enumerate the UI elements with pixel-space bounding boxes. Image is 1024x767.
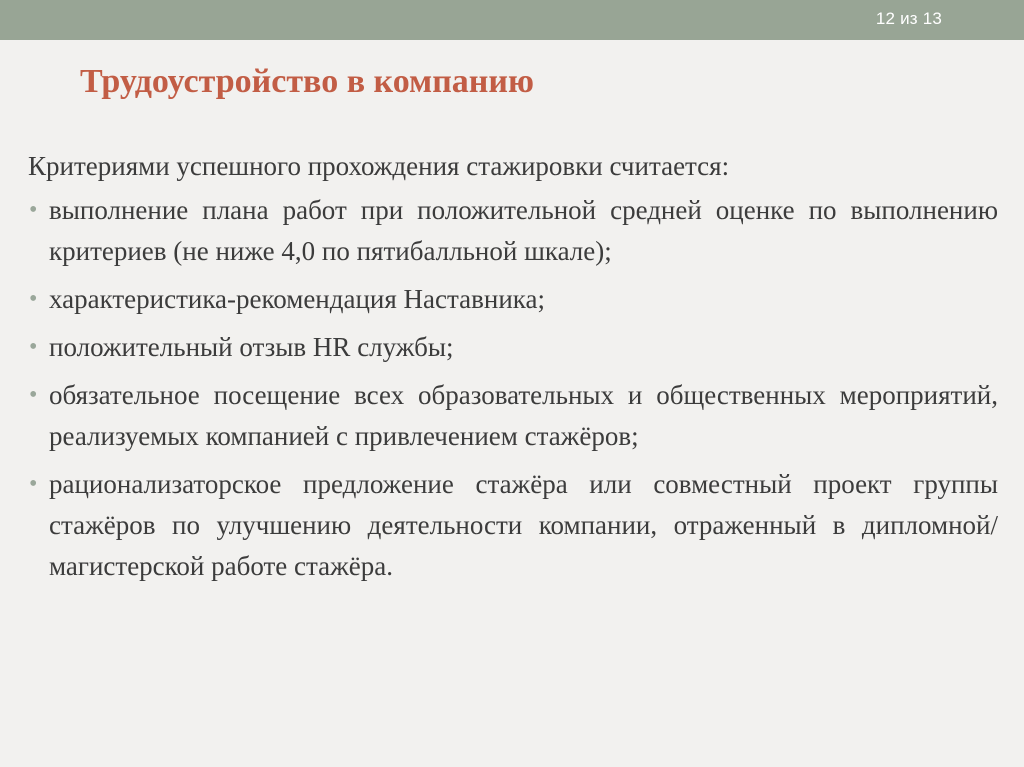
- list-item-text: рационализаторское предложение стажёра или совместный проект группы стажёров по улучшению деятельности компании, отраженный в дипломной/магистерской работе стажёра.: [49, 469, 998, 581]
- list-item: [28, 464, 998, 587]
- list-item: [28, 190, 998, 272]
- criteria-list: [28, 190, 998, 587]
- bullet-icon: •: [29, 334, 38, 360]
- list-item: [28, 279, 998, 320]
- slide-content: [28, 146, 998, 594]
- page-counter: 12 из 13: [875, 9, 942, 28]
- slide-title: Трудоустройство в компанию: [80, 63, 534, 100]
- top-bar: [0, 0, 1024, 40]
- list-item-text: обязательное посещение всех образовательных и общественных мероприятий, реализуемых компанией с привлечением стажёров;: [49, 380, 998, 451]
- intro-text: Критериями успешного прохождения стажировки считается:: [28, 151, 730, 181]
- list-item: [28, 327, 998, 368]
- list-item-text: характеристика-рекомендация Наставника;: [49, 284, 545, 314]
- bullet-icon: •: [29, 286, 38, 312]
- bullet-icon: •: [29, 197, 38, 223]
- bullet-icon: •: [29, 471, 38, 497]
- bullet-icon: •: [29, 382, 38, 408]
- list-item-text: положительный отзыв HR службы;: [49, 332, 454, 362]
- list-item: [28, 375, 998, 457]
- list-item-text: выполнение плана работ при положительной средней оценке по выполнению критериев (не ниже 4,0 по пятибалльной шкале);: [49, 195, 998, 266]
